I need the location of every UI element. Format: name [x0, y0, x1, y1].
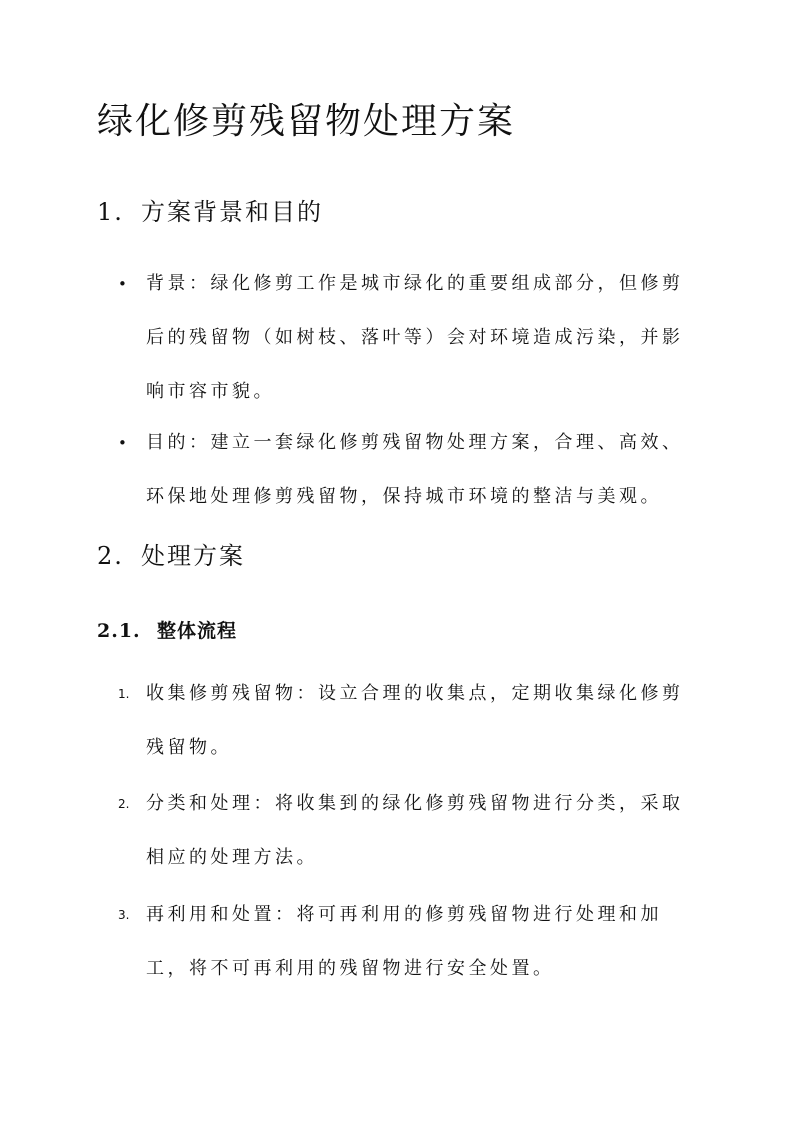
list-number: 1. — [118, 687, 130, 701]
subsection-title: 整体流程 — [157, 620, 238, 642]
bullet-text: 背景：绿化修剪工作是城市绿化的重要组成部分，但修剪后的残留物（如树枝、落叶等）会对环境造成污染，并影响市容市貌。 — [146, 273, 684, 402]
bullet-marker: • — [118, 434, 127, 452]
bullet-item-background — [118, 257, 693, 419]
list-number: 2. — [118, 797, 130, 811]
subsection-2-1-heading — [97, 614, 237, 648]
bullet-item-purpose — [118, 416, 693, 524]
section-2-heading — [97, 536, 245, 576]
section-1-heading — [97, 192, 323, 232]
bullet-text: 目的：建立一套绿化修剪残留物处理方案，合理、高效、环保地处理修剪残留物，保持城市环境的整洁与美观。 — [146, 432, 684, 507]
bullet-marker: • — [118, 275, 127, 293]
list-text: 分类和处理：将收集到的绿化修剪残留物进行分类，采取相应的处理方法。 — [146, 793, 684, 868]
list-text: 收集修剪残留物：设立合理的收集点，定期收集绿化修剪残留物。 — [146, 683, 684, 758]
list-text: 再利用和处置：将可再利用的修剪残留物进行处理和加工，将不可再利用的残留物进行安全处置。 — [146, 904, 662, 979]
section-title: 方案背景和目的 — [141, 198, 323, 226]
document-title: 绿化修剪残留物处理方案 — [97, 101, 516, 142]
subsection-number: 2.1. — [97, 620, 141, 642]
section-number: 2. — [97, 542, 124, 570]
section-number: 1. — [97, 198, 124, 226]
section-title: 处理方案 — [141, 542, 245, 570]
list-number: 3. — [118, 908, 130, 922]
list-item-classify — [118, 777, 693, 885]
list-item-collect — [118, 667, 693, 775]
list-item-reuse — [118, 888, 693, 996]
